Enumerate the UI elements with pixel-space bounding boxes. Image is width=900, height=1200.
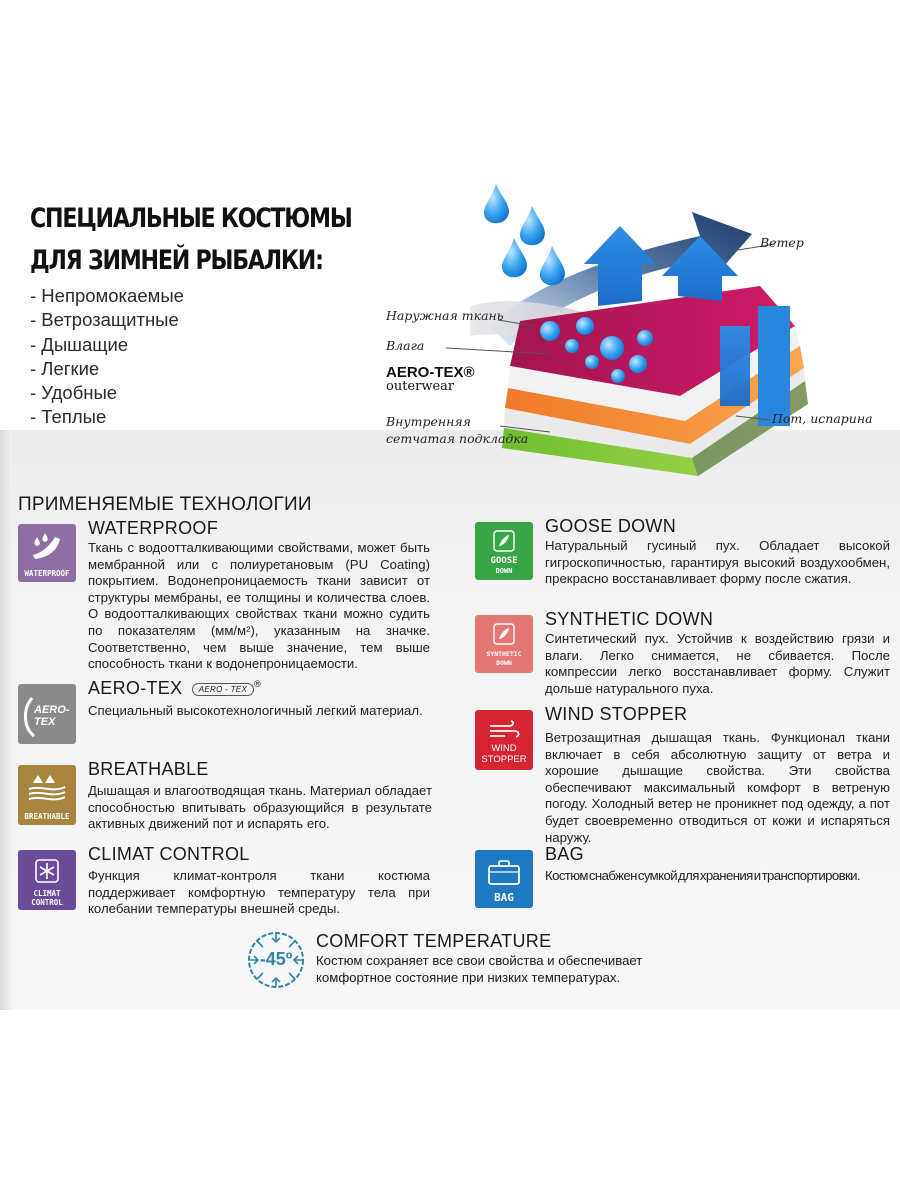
comfort-desc-line-2: комфортное состояние при низких температурах. xyxy=(316,969,621,985)
tech-breathable xyxy=(18,759,438,845)
climat-control-title: CLIMAT CONTROL xyxy=(88,844,250,864)
tech-aerotex xyxy=(18,678,438,754)
breathable-title: BREATHABLE xyxy=(88,759,209,779)
breathable-description: Дышащая и влагоотводящая ткань. Материал обладает способностью впитывать образующийся в результате активных движений пот и испарять его. xyxy=(88,783,432,832)
sweat-column xyxy=(758,306,790,426)
bag-description: Костюм снабжен сумкой для хранения и транспортировки. xyxy=(545,868,860,883)
aerotex-badge-text-2: TEX xyxy=(34,716,56,728)
label-inner-line-1: Внутренняя xyxy=(386,414,471,429)
wind-stopper-title: WIND STOPPER xyxy=(545,704,688,724)
tech-synthetic-down xyxy=(475,609,895,705)
waterproof-description: Ткань с водоотталкивающими свойствами, может быть мембранной или с полиуретановым (PU Coating) покрытием. Водонепроницаемость ткани зависит от структуры мембраны, ее толщины и количества слоев. О водоотталкивающих свойствах ткани можно судить по показателям (мм/м²), указанным на значке. Соответственно, чем выше значение, тем выше способность ткани к водонепроницаемости. xyxy=(88,540,430,672)
goose-down-badge xyxy=(475,522,533,580)
raindrop-icon xyxy=(540,246,565,285)
aerotex-description: Специальный высокотехнологичный легкий материал. xyxy=(88,703,423,718)
bag-badge xyxy=(475,850,533,908)
aerotex-title: AERO-TEX AERO - TEX® xyxy=(88,678,262,698)
feature-item: - Непромокаемые xyxy=(30,285,184,306)
climat-control-description: Функция климат-контроля ткани костюма поддерживает комфортную температуру тела при колебании температуры внешней среды. xyxy=(88,868,430,917)
outerwear-logo-text: outerwear xyxy=(386,379,455,394)
goose-down-description: Натуральный гусиный пух. Обладает высокой гигроскопичностью, гарантируя высокий воздухообмен, прекрасно восстанавливает форму после сжатия. xyxy=(545,538,890,587)
raindrop-icon xyxy=(502,238,527,277)
waterproof-title: WATERPROOF xyxy=(88,518,218,538)
aerotex-outerwear-logo xyxy=(386,366,475,393)
synthetic-badge-label-1: SYNTHETIC xyxy=(486,650,522,658)
wind-stopper-badge xyxy=(475,710,533,770)
technologies-section-title: ПРИМЕНЯЕМЫЕ ТЕХНОЛОГИИ xyxy=(18,494,312,515)
tech-bag xyxy=(475,844,895,910)
raindrop-icon xyxy=(520,206,545,245)
climat-badge-label-2: CONTROL xyxy=(31,898,63,907)
comfort-desc-line-1: Костюм сохраняет все свои свойства и обеспечивает xyxy=(316,953,643,968)
feature-list xyxy=(30,284,184,430)
aerotex-inline-badge: AERO - TEX xyxy=(192,683,254,696)
bag-title: BAG xyxy=(545,844,584,864)
sweat-column xyxy=(720,326,750,406)
breathable-badge xyxy=(18,765,76,825)
wind-badge-label-2: STOPPER xyxy=(481,754,527,765)
boot-drops-icon xyxy=(27,529,67,561)
feature-item: - Ветрозащитные xyxy=(30,309,179,331)
goose-badge-label-2: DOWN xyxy=(495,567,513,575)
tech-goose-down xyxy=(475,516,895,612)
thermometer-snowflake-icon xyxy=(32,856,62,886)
moisture-bubble xyxy=(540,321,560,341)
comfort-temperature-description xyxy=(316,953,716,986)
label-outer-fabric: Наружная ткань xyxy=(386,308,504,323)
wind-badge-label-1: WIND xyxy=(491,743,517,754)
label-moisture: Влага xyxy=(386,338,425,353)
comfort-temperature-badge xyxy=(246,930,306,990)
comfort-temp-value: -45º xyxy=(259,949,293,969)
tech-wind-stopper xyxy=(475,704,895,850)
feather-icon xyxy=(493,623,515,645)
synthetic-down-description: Синтетический пух. Устойчив к воздействию грязи и влаги. Легко снимается, не сбивается. После компрессии легко восстанавливает форму. Служит дольше натурального пуха. xyxy=(545,631,890,696)
synthetic-down-title: SYNTHETIC DOWN xyxy=(545,609,714,629)
comfort-temperature-title: COMFORT TEMPERATURE xyxy=(316,931,552,951)
goose-down-title: GOOSE DOWN xyxy=(545,516,677,536)
aerotex-badge-text-1: AERO- xyxy=(34,704,70,716)
goose-badge-label-1: GOOSE xyxy=(490,556,518,566)
aerotex-logo-text: AERO-TEX® xyxy=(386,364,475,381)
main-title-line-2: ДЛЯ ЗИМНЕЙ РЫБАЛКИ: xyxy=(30,245,323,276)
label-sweat: Пот, испарина xyxy=(772,411,873,426)
climat-control-badge xyxy=(18,850,76,910)
feature-item: - Легкие xyxy=(30,357,100,379)
wind-icon xyxy=(487,720,521,742)
suitcase-icon xyxy=(487,860,521,886)
main-title xyxy=(30,198,352,282)
fabric-layers-diagram xyxy=(380,176,890,476)
tech-climat-control xyxy=(18,844,438,930)
main-title-line-1: СПЕЦИАЛЬНЫЕ КОСТЮМЫ xyxy=(30,203,352,234)
feather-icon xyxy=(493,530,515,552)
label-inner-line-2: сетчатая подкладка xyxy=(386,431,529,446)
climat-badge-label-1: CLIMAT xyxy=(33,889,61,898)
waterproof-badge xyxy=(18,524,76,582)
feature-item: - Теплые xyxy=(30,406,107,428)
feature-item: - Удобные xyxy=(30,382,118,404)
feature-item: - Дышащие xyxy=(30,333,129,355)
tech-waterproof xyxy=(18,518,438,674)
wind-stopper-description: Ветрозащитная дышащая ткань. Функционал ткани включает в себя абсолютную защиту от ветра и хорошие дышащие свойства. Эти свойства обеспечивают максимальный комфорт в ветреную погоду. Холодный ветер не проникнет под одежду, а пот будет своевременно отводиться от кожи и испаряться наружу. xyxy=(545,730,890,845)
breathable-badge-label: BREATHABLE xyxy=(24,812,70,821)
synthetic-down-badge xyxy=(475,615,533,673)
aerotex-badge xyxy=(18,684,76,744)
bag-badge-label: BAG xyxy=(494,891,514,904)
label-wind: Ветер xyxy=(760,235,804,250)
raindrop-icon xyxy=(484,184,509,223)
breathing-layers-icon xyxy=(25,769,69,803)
synthetic-badge-label-2: DOWN xyxy=(496,659,512,667)
waterproof-badge-label: WATERPROOF xyxy=(24,569,70,578)
